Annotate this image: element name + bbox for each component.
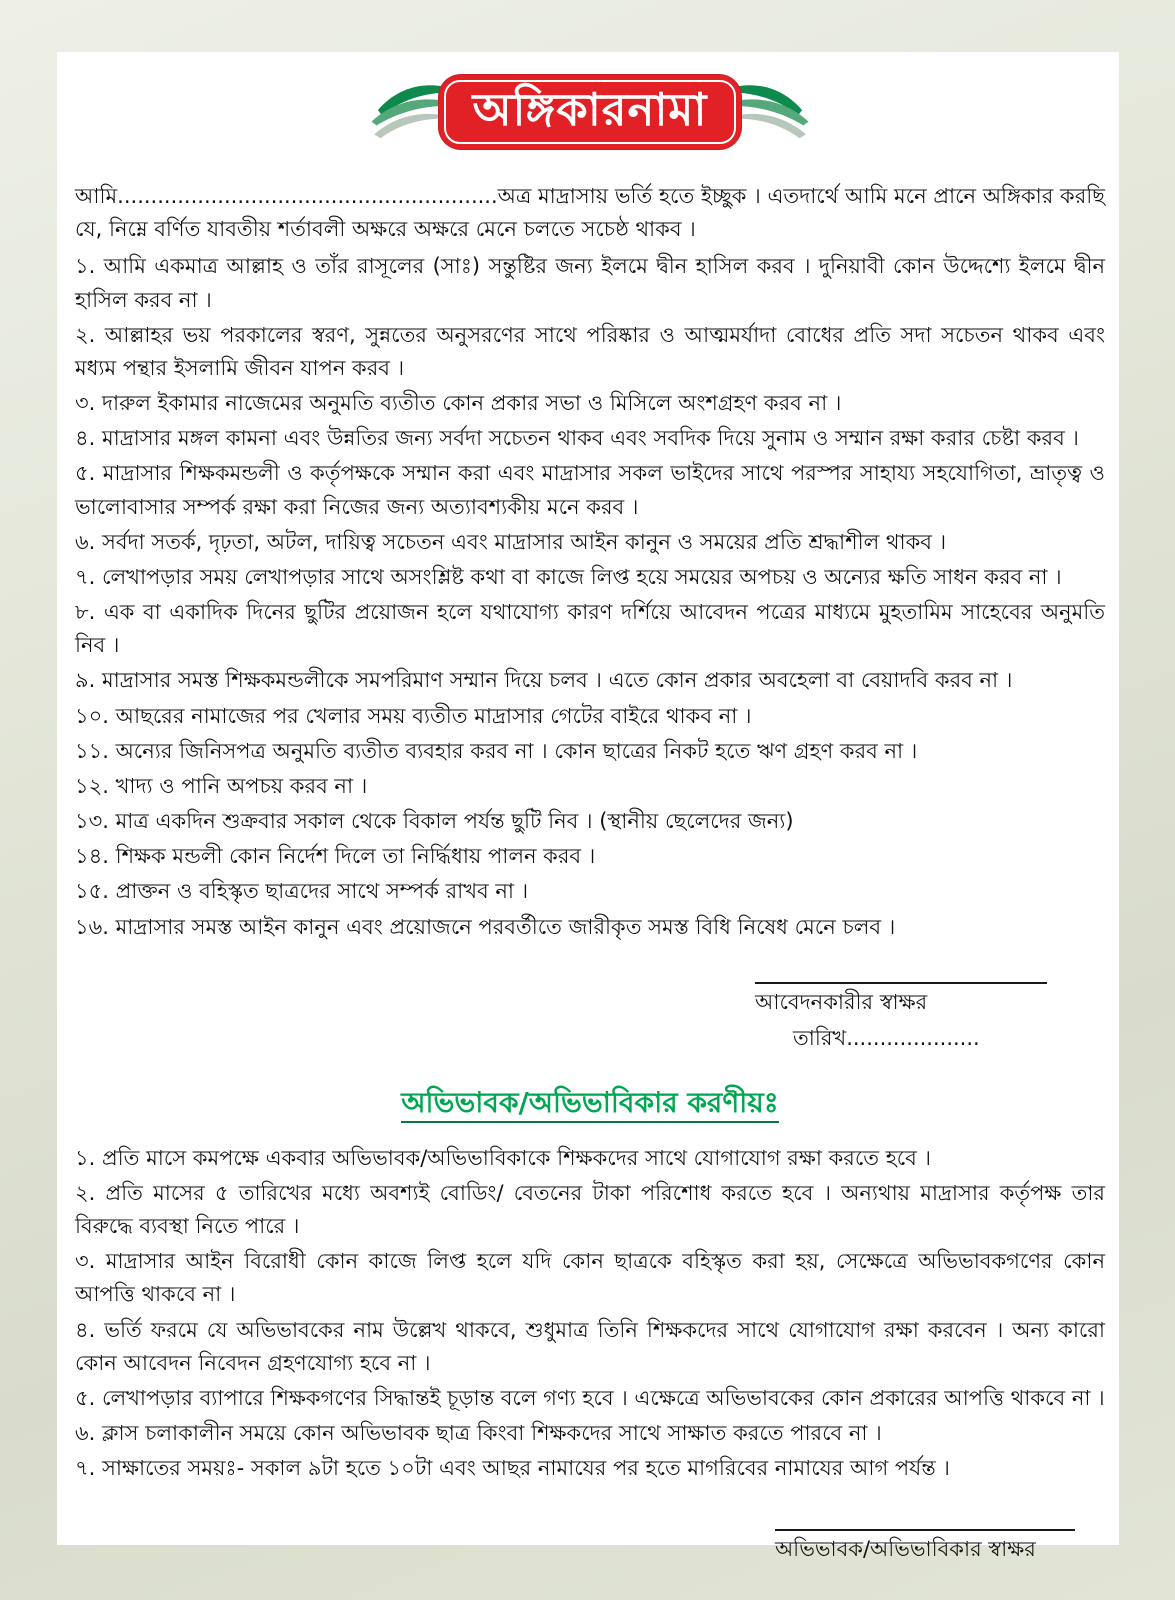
student-term-item: ১০. আছরের নামাজের পর খেলার সময় ব্যতীত মাদ্রাসার গেটের বাইরে থাকব না । bbox=[75, 703, 752, 728]
student-term-item: ১. আমি একমাত্র আল্লাহ ও তাঁর রাসূলের (সাঃ) সন্তুষ্টির জন্য ইলমে দ্বীন হাসিল করব । দুনিয়াবী কোন উদ্দেশ্যে ইলমে দ্বীন হাসিল করব না । bbox=[75, 254, 1105, 312]
student-term-item: ৫. মাদ্রাসার শিক্ষকমন্ডলী ও কর্তৃপক্ষকে সম্মান করা এবং মাদ্রাসার সকল ভাইদের সাথে পরস্পর সাহায্য সহযোগিতা, ভ্রাতৃত্ব ও ভালোবাসার সম্পর্ক রক্ষা করা নিজের জন্য অত্যাবশ্যকীয় মনে করব । bbox=[75, 461, 1105, 519]
student-term-item: ৩. দারুল ইকামার নাজেমের অনুমতি ব্যতীত কোন প্রকার সভা ও মিসিলে অংশগ্রহণ করব না । bbox=[75, 391, 842, 416]
student-term-item: ৬. সর্বদা সতর্ক, দৃঢ়তা, অটল, দায়িত্ব সচেতন এবং মাদ্রাসার আইন কানুন ও সময়ের প্রতি শ্রদ্ধাশীল থাকব । bbox=[75, 529, 947, 554]
title-badge bbox=[439, 75, 742, 149]
student-term-item: ১১. অন্যের জিনিসপত্র অনুমতি ব্যতীত ব্যবহার করব না । কোন ছাত্রের নিকট হতে ঋণ গ্রহণ করব না । bbox=[75, 738, 918, 763]
guardian-term-item: ৪. ভর্তি ফরমে যে অভিভাবকের নাম উল্লেখ থাকবে, শুধুমাত্র তিনি শিক্ষকদের সাথে যোগাযোগ রক্ষা করবেন । অন্য কারো কোন আবেদন নিবেদন গ্রহণযোগ্য হবে না । bbox=[75, 1317, 1105, 1375]
guardian-terms-list bbox=[75, 1142, 1105, 1486]
applicant-signature-block bbox=[755, 982, 1047, 1055]
applicant-signature-line bbox=[755, 982, 1047, 984]
header bbox=[75, 64, 1105, 160]
guardian-signature-label: অভিভাবক/অভিভাবিকার স্বাক্ষর bbox=[775, 1537, 1036, 1562]
student-term-item: ১৪. শিক্ষক মন্ডলী কোন নির্দেশ দিলে তা নির্দ্ধিধায় পালন করব । bbox=[75, 844, 596, 869]
intro-paragraph: আমি.........................................................অত্র মাদ্রাসায় ভর্তি হতে ইচ্ছুক । এতদার্থে আমি মনে প্রানে অঙ্গিকার করছি যে, নিম্নে বর্ণিত যাবতীয় শর্তাবলী অক্ষরে অক্ষরে মেনে চলতে সচেষ্ঠ থাকব । bbox=[75, 184, 1105, 242]
document-sheet bbox=[57, 52, 1119, 1562]
student-term-item: ১৬. মাদ্রাসার সমস্ত আইন কানুন এবং প্রয়োজনে পরবর্তীতে জারীকৃত সমস্ত বিধি নিষেধ মেনে চলব । bbox=[75, 914, 896, 939]
student-term-item: ১৩. মাত্র একদিন শুক্রবার সকাল থেকে বিকাল পর্যন্ত ছুটি নিব । (স্থানীয় ছেলেদের জন্য) bbox=[75, 809, 794, 834]
date-field: তারিখ.................... bbox=[793, 1026, 980, 1051]
guardian-signature-line bbox=[775, 1529, 1075, 1531]
applicant-signature-label: আবেদনকারীর স্বাক্ষর bbox=[755, 989, 928, 1014]
guardian-term-item: ১. প্রতি মাসে কমপক্ষে একবার অভিভাবক/অভিভাবিকাকে শিক্ষকদের সাথে যোগাযোগ রক্ষা করতে হবে । bbox=[75, 1145, 932, 1170]
student-term-item: ৯. মাদ্রাসার সমস্ত শিক্ষকমন্ডলীকে সমপরিমাণ সম্মান দিয়ে চলব । এতে কোন প্রকার অবহেলা বা বেয়াদবি করব না । bbox=[75, 668, 1013, 693]
guardian-term-item: ৭. সাক্ষাতের সময়ঃ- সকাল ৯টা হতে ১০টা এবং আছর নামাযের পর হতে মাগরিবের নামাযের আগ পর্যন্ত । bbox=[75, 1456, 950, 1481]
guardian-term-item: ৩. মাদ্রাসার আইন বিরোধী কোন কাজে লিপ্ত হলে যদি কোন ছাত্রকে বহিস্কৃত করা হয়, সেক্ষেত্রে অভিভাবকগণের কোন আপত্তি থাকবে না । bbox=[75, 1249, 1105, 1307]
guardian-signature-block bbox=[775, 1529, 1075, 1564]
student-term-item: ৭. লেখাপড়ার সময় লেখাপড়ার সাথে অসংশ্লিষ্ট কথা বা কাজে লিপ্ত হয়ে সময়ের অপচয় ও অন্যের ক্ষতি সাধন করব না । bbox=[75, 564, 1062, 589]
student-term-item: ১৫. প্রাক্তন ও বহিস্কৃত ছাত্রদের সাথে সম্পর্ক রাখব না । bbox=[75, 879, 529, 904]
student-term-item: ৮. এক বা একাদিক দিনের ছুটির প্রয়োজন হলে যথাযোগ্য কারণ দর্শিয়ে আবেদন পত্রের মাধ্যমে মুহতামিম সাহেবের অনুমতি নিব । bbox=[75, 600, 1105, 658]
guardian-term-item: ২. প্রতি মাসের ৫ তারিখের মধ্যে অবশ্যই বোডিং/ বেতনের টাকা পরিশোধ করতে হবে । অন্যথায় মাদ্রাসার কর্তৃপক্ষ তার বিরুদ্ধে ব্যবস্থা নিতে পারে । bbox=[75, 1180, 1105, 1239]
student-term-item: ২. আল্লাহর ভয় পরকালের স্বরণ, সুন্নতের অনুসরণের সাথে পরিষ্কার ও আত্মমর্যাদা বোধের প্রতি সদা সচেতন থাকব এবং মধ্যম পন্থার ইসলামি জীবন যাপন করব । bbox=[75, 322, 1105, 380]
guardian-term-item: ৫. লেখাপড়ার ব্যাপারে শিক্ষকগণের সিদ্ধান্তই চূড়ান্ত বলে গণ্য হবে । এক্ষেত্রে অভিভাবকের কোন প্রকারের আপত্তি থাকবে না । bbox=[75, 1385, 1105, 1410]
page-title: অঙ্গিকারনামা bbox=[472, 83, 708, 137]
guardian-section-heading: অভিভাবক/অভিভাবিকার করণীয়ঃ bbox=[401, 1086, 778, 1123]
student-term-item: ৪. মাদ্রাসার মঙ্গল কামনা এবং উন্নতির জন্য সর্বদা সচেতন থাকব এবং সবদিক দিয়ে সুনাম ও সম্মান রক্ষা করার চেষ্টা করব । bbox=[75, 426, 1079, 451]
student-term-item: ১২. খাদ্য ও পানি অপচয় করব না । bbox=[75, 773, 368, 798]
guardian-term-item: ৬. ক্লাস চলাকালীন সময়ে কোন অভিভাবক ছাত্র কিংবা শিক্ষকদের সাথে সাক্ষাত করতে পারবে না । bbox=[75, 1421, 882, 1446]
student-terms-list bbox=[75, 250, 1105, 943]
guardian-section-heading-row bbox=[75, 1081, 1105, 1128]
